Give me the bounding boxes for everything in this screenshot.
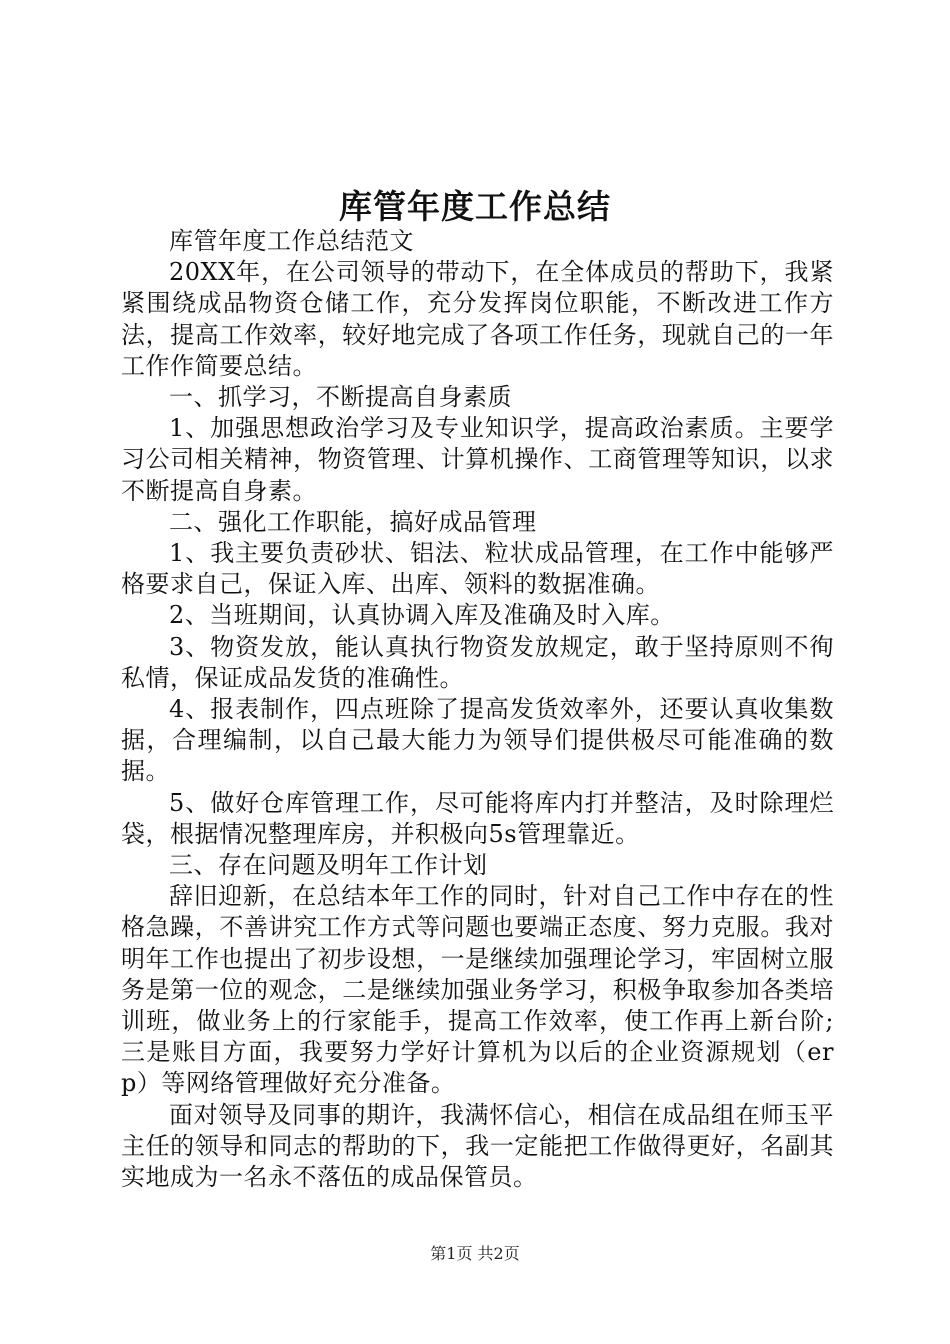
paragraph: 20XX年，在公司领导的带动下，在全体成员的帮助下，我紧紧围绕成品物资仓储工作，充分发挥岗位职能，不断改进工作方法，提高工作效率，较好地完成了各项工作任务，现就自己的一年工作作简要总结。 xyxy=(121,258,834,380)
paragraph: 2、当班期间，认真协调入库及准确及时入库。 xyxy=(169,601,675,630)
section-heading: 二、强化工作职能，搞好成品管理 xyxy=(169,507,537,536)
paragraph: 面对领导及同事的期许，我满怀信心，相信在成品组在师玉平主任的领导和同志的帮助的下，我一定能把工作做得更好，名副其实地成为一名永不落伍的成品保管员。 xyxy=(121,1100,834,1192)
paragraph: 1、我主要负责砂状、铝法、粒状成品管理，在工作中能够严格要求自己，保证入库、出库、领料的数据准确。 xyxy=(121,539,834,599)
paragraph: 1、加强思想政治学习及专业知识学，提高政治素质。主要学习公司相关精神，物资管理、计算机操作、工商管理等知识，以求不断提高自身素。 xyxy=(121,414,834,505)
document-body xyxy=(121,226,834,1193)
paragraph: 库管年度工作总结范文 xyxy=(169,227,414,255)
document-title: 库管年度工作总结 xyxy=(339,187,611,226)
page-footer: 第1页 共2页 xyxy=(430,1244,520,1263)
section-heading: 三、存在问题及明年工作计划 xyxy=(169,851,488,880)
section-heading: 一、抓学习，不断提高自身素质 xyxy=(169,383,512,412)
paragraph: 5、做好仓库管理工作，尽可能将库内打并整洁，及时除理烂袋，根据情况整理库房，并积极向5s管理靠近。 xyxy=(121,788,834,848)
paragraph: 3、物资发放，能认真执行物资发放规定，敢于坚持原则不徇私情，保证成品发货的准确性。 xyxy=(121,632,834,692)
paragraph: 辞旧迎新，在总结本年工作的同时，针对自己工作中存在的性格急躁，不善讲究工作方式等问题也要端正态度、努力克服。我对明年工作也提出了初步设想，一是继续加强理论学习，牢固树立服务是第一位的观念，二是继续加强业务学习，积极争取参加各类培训班，做业务上的行家能手，提高工作效率，使工作再上新台阶;三是账目方面，我要努力学好计算机为以后的企业资源规划（erp）等网络管理做好充分准备。 xyxy=(121,882,834,1098)
paragraph: 4、报表制作，四点班除了提高发货效率外，还要认真收集数据，合理编制，以自己最大能力为领导们提供极尽可能准确的数据。 xyxy=(121,695,834,786)
